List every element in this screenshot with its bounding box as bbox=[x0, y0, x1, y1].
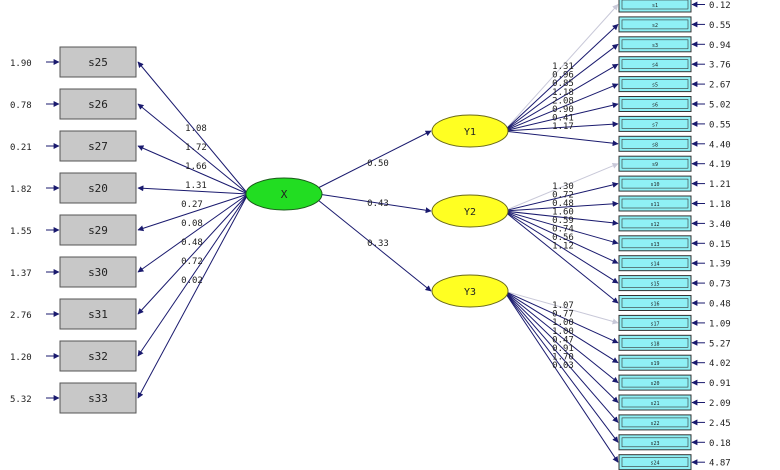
indicator-label: s11 bbox=[650, 202, 660, 208]
loading-coefficient-label: 1.08 bbox=[185, 124, 207, 134]
loading-coefficient-label: 1.00 bbox=[552, 318, 574, 329]
indicator-label: s15 bbox=[650, 281, 660, 288]
indicator-label: s16 bbox=[650, 301, 660, 308]
error-variance-label: 1.37 bbox=[10, 269, 32, 279]
indicator-label: s4 bbox=[651, 62, 659, 69]
loading-coefficient-label: 1.17 bbox=[552, 122, 574, 133]
loading-coefficient-label: 0.02 bbox=[181, 276, 203, 286]
indicator-label: s18 bbox=[650, 341, 660, 348]
indicator-label: s30 bbox=[88, 266, 108, 279]
indicator-label: s12 bbox=[650, 221, 660, 228]
indicator-label: s27 bbox=[88, 140, 108, 153]
indicator-label: s22 bbox=[650, 420, 660, 427]
latent-y1-label: Y1 bbox=[463, 127, 477, 138]
nodes-layer bbox=[60, 0, 691, 470]
error-variance-label: 1.55 bbox=[10, 227, 32, 237]
error-variance-label: 2.76 bbox=[10, 311, 32, 321]
latent-y2-label: Y2 bbox=[463, 207, 477, 218]
loading-coefficient-label: 1.30 bbox=[552, 182, 574, 192]
loading-coefficient-label: 0.72 bbox=[552, 190, 574, 201]
loading-coefficient-label: 0.74 bbox=[552, 224, 574, 235]
loading-coefficient-label: 0.90 bbox=[552, 105, 574, 115]
path-arrows-layer bbox=[46, 5, 705, 463]
indicator-label: s8 bbox=[651, 142, 659, 149]
error-variance-label: 0.94 bbox=[709, 40, 731, 51]
error-variance-label: 2.09 bbox=[709, 399, 731, 409]
error-variance-label: 0.55 bbox=[709, 20, 731, 31]
loading-coefficient-label: 0.48 bbox=[181, 238, 203, 248]
structural-coefficient-label: 0.50 bbox=[367, 159, 389, 169]
loading-coefficient-label: 0.56 bbox=[552, 233, 574, 243]
error-variance-label: 4.19 bbox=[709, 160, 731, 171]
indicator-label: s21 bbox=[650, 401, 660, 407]
error-variance-label: 0.21 bbox=[10, 143, 32, 153]
error-variance-label: 3.40 bbox=[709, 219, 731, 230]
loading-coefficient-label: 1.31 bbox=[185, 181, 207, 191]
error-variance-label: 1.90 bbox=[10, 59, 32, 69]
error-variance-label: 0.12 bbox=[709, 1, 731, 11]
error-variance-label: 0.55 bbox=[709, 120, 731, 131]
loading-coefficient-label: 2.08 bbox=[552, 96, 574, 107]
loading-coefficient-label: 1.72 bbox=[185, 143, 207, 153]
loading-coefficient-label: 0.48 bbox=[552, 199, 574, 209]
loading-coefficient-label: 0.85 bbox=[552, 79, 574, 90]
error-variance-label: 1.18 bbox=[709, 200, 731, 210]
error-variance-label: 0.15 bbox=[709, 239, 731, 250]
latent-x-label: X bbox=[280, 188, 288, 201]
loading-arrow bbox=[504, 131, 618, 144]
loading-coefficient-label: 0.77 bbox=[552, 309, 574, 320]
error-variance-label: 2.45 bbox=[709, 418, 731, 429]
loading-coefficient-label: 0.72 bbox=[181, 257, 203, 267]
loading-coefficient-label: 0.59 bbox=[552, 216, 574, 226]
indicator-label: s2 bbox=[651, 22, 659, 29]
indicator-label: s3 bbox=[651, 42, 659, 49]
loading-coefficient-label: 0.03 bbox=[552, 361, 574, 372]
loading-coefficient-label: 0.47 bbox=[552, 335, 574, 346]
error-variance-label: 3.76 bbox=[709, 60, 731, 71]
indicator-label: s9 bbox=[651, 162, 659, 169]
error-variance-label: 1.09 bbox=[709, 319, 731, 330]
indicator-label: s20 bbox=[650, 381, 660, 388]
error-variance-label: 4.40 bbox=[709, 140, 731, 151]
structural-coefficient-label: 0.43 bbox=[367, 199, 389, 209]
loading-coefficient-label: 0.96 bbox=[552, 70, 574, 81]
indicator-label: s25 bbox=[88, 56, 108, 69]
indicator-label: s10 bbox=[650, 182, 660, 189]
error-variance-label: 0.91 bbox=[709, 379, 731, 390]
structural-coefficient-label: 0.33 bbox=[367, 239, 389, 249]
indicator-label: s17 bbox=[650, 321, 660, 328]
loading-coefficient-label: 1.60 bbox=[552, 207, 574, 218]
loading-coefficient-label: 1.70 bbox=[552, 352, 574, 363]
loading-coefficient-label: 0.41 bbox=[552, 113, 574, 124]
loading-coefficient-label: 0.08 bbox=[181, 219, 203, 229]
indicator-label: s33 bbox=[88, 392, 108, 405]
indicator-label: s20 bbox=[88, 182, 108, 195]
error-variance-label: 4.87 bbox=[709, 458, 731, 469]
loading-coefficient-label: 1.07 bbox=[552, 301, 574, 311]
error-variance-label: 4.02 bbox=[709, 359, 731, 370]
latent-y3-label: Y3 bbox=[463, 287, 477, 298]
loading-coefficient-label: 1.00 bbox=[552, 326, 574, 337]
error-variance-label: 1.82 bbox=[10, 185, 32, 195]
indicator-label: s23 bbox=[650, 440, 660, 447]
loading-coefficient-label: 1.18 bbox=[552, 87, 574, 98]
indicator-label: s6 bbox=[651, 102, 659, 109]
loading-coefficient-label: 1.12 bbox=[552, 241, 574, 252]
indicator-label: s26 bbox=[88, 98, 108, 111]
indicator-label: s19 bbox=[650, 361, 660, 368]
error-variance-label: 5.27 bbox=[709, 339, 731, 350]
error-variance-label: 2.67 bbox=[709, 80, 731, 91]
error-variance-label: 0.18 bbox=[709, 438, 731, 449]
error-variance-label: 1.21 bbox=[709, 180, 731, 191]
loading-coefficient-label: 1.31 bbox=[552, 62, 574, 72]
error-variance-label: 1.20 bbox=[10, 353, 32, 363]
indicator-label: s32 bbox=[88, 350, 108, 363]
indicator-label: s14 bbox=[650, 261, 660, 268]
loading-coefficient-label: 0.27 bbox=[181, 200, 203, 210]
indicator-label: s29 bbox=[88, 224, 108, 237]
error-variance-label: 0.48 bbox=[709, 299, 731, 310]
indicator-label: s5 bbox=[651, 82, 659, 89]
indicator-label: s1 bbox=[651, 3, 659, 9]
indicator-label: s24 bbox=[650, 460, 660, 467]
loading-coefficient-label: 1.66 bbox=[185, 162, 207, 172]
indicator-label: s31 bbox=[88, 308, 108, 321]
error-variance-label: 0.73 bbox=[709, 279, 731, 290]
error-variance-label: 1.39 bbox=[709, 259, 731, 270]
error-variance-label: 0.78 bbox=[10, 101, 32, 111]
error-variance-label: 5.02 bbox=[709, 100, 731, 111]
loading-coefficient-label: 0.91 bbox=[552, 344, 574, 354]
error-variance-label: 5.32 bbox=[10, 395, 32, 405]
indicator-label: s13 bbox=[650, 241, 660, 248]
indicator-label: s7 bbox=[651, 122, 659, 129]
